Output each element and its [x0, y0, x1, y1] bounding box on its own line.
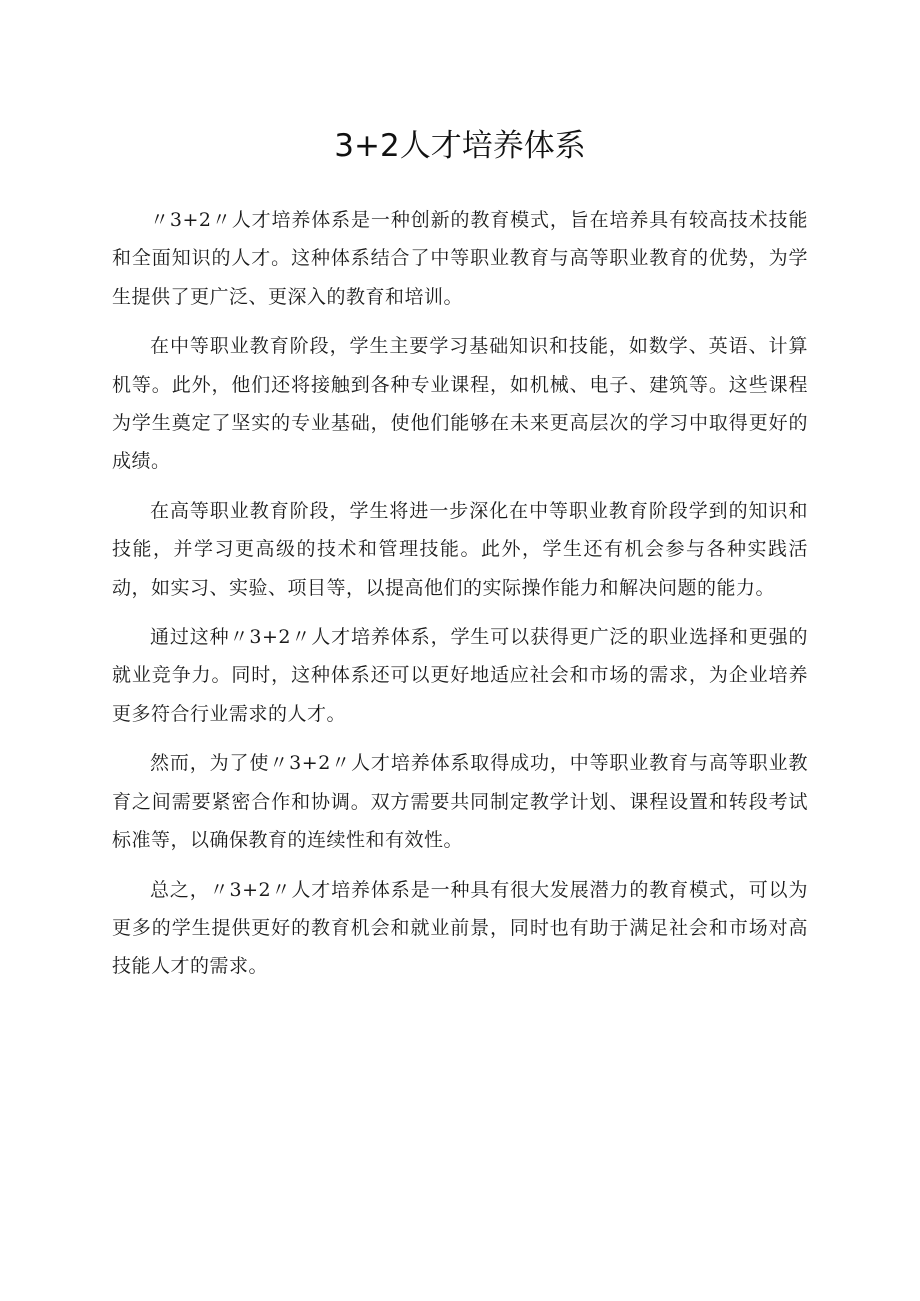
paragraph-higher-stage: 在高等职业教育阶段，学生将进一步深化在中等职业教育阶段学到的知识和技能，并学习更高级的技术和管理技能。此外，学生还有机会参与各种实践活动，如实习、实验、项目等，以提高他们的实际操作能力和解决问题的能力。 [112, 499, 808, 599]
paragraph-cooperation: 然而，为了使〃3+2〃人才培养体系取得成功，中等职业教育与高等职业教育之间需要紧密合作和协调。双方需要共同制定教学计划、课程设置和转段考试标准等，以确保教育的连续性和有效性。 [112, 752, 808, 852]
paragraph-intro: 〃3+2〃人才培养体系是一种创新的教育模式，旨在培养具有较高技术技能和全面知识的人才。这种体系结合了中等职业教育与高等职业教育的优势，为学生提供了更广泛、更深入的教育和培训。 [112, 209, 808, 308]
paragraph-conclusion: 总之，〃3+2〃人才培养体系是一种具有很大发展潜力的教育模式，可以为更多的学生提供更好的教育机会和就业前景，同时也有助于满足社会和市场对高技能人才的需求。 [112, 878, 808, 978]
paragraph-benefits: 通过这种〃3+2〃人才培养体系，学生可以获得更广泛的职业选择和更强的就业竞争力。同时，这种体系还可以更好地适应社会和市场的需求，为企业培养更多符合行业需求的人才。 [112, 626, 808, 725]
document-title: 3+2人才培养体系 [334, 128, 586, 164]
paragraph-secondary-stage: 在中等职业教育阶段，学生主要学习基础知识和技能，如数学、英语、计算机等。此外，他们还将接触到各种专业课程，如机械、电子、建筑等。这些课程为学生奠定了坚实的专业基础，使他们能够在未来更高层次的学习中取得更好的成绩。 [112, 335, 808, 473]
document-body [112, 201, 808, 997]
